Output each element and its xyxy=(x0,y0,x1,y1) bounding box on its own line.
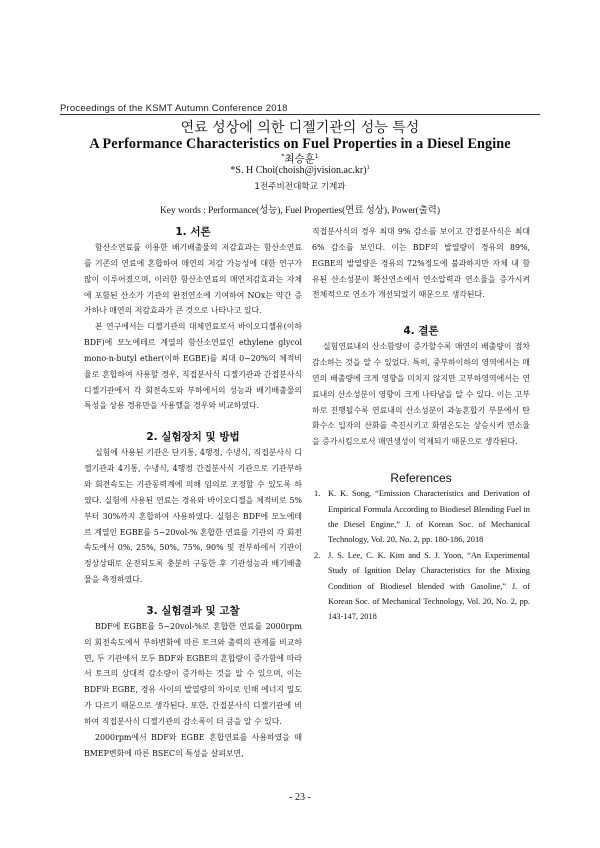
author-english-sup: 1 xyxy=(366,165,370,171)
proceedings-header: Proceedings of the KSMT Autumn Conference 2018 xyxy=(60,103,288,114)
author-korean-marker: * xyxy=(281,153,285,160)
page-number: - 23 - xyxy=(289,792,311,803)
title-english: A Performance Characteristics on Fuel Properties in a Diesel Engine xyxy=(89,136,511,152)
section-heading-intro: 1. 서론 xyxy=(175,226,211,238)
section-heading-conclusion: 4. 결론 xyxy=(403,325,439,338)
author-korean-sup: 1 xyxy=(314,153,319,160)
reference-item xyxy=(312,548,530,625)
header-divider xyxy=(60,114,540,115)
reference-number: 2. xyxy=(314,550,321,560)
results-paragraph-2-continued: 직접분사식의 경우 최대 9% 감소를 보이고 간접분사식은 최대 6% 감소를 보인다. 이는 BDF의 발열량이 경유의 89%, EGBE의 발열량은 경유의 72%정도에 불과하지만 자체 내 함유된 산소성분이 확산연소에서 연소압력과 연소율을 증가시켜 전체적으로 연소가 개선되었기 때문으로 생각된다. xyxy=(312,227,530,300)
author-korean xyxy=(0,151,600,166)
author-english-name: *S. H Choi(choish@jvision.ac.kr) xyxy=(230,165,367,176)
title-korean: 연료 성상에 의한 디젤기관의 성능 특성 xyxy=(180,120,420,136)
results-paragraph-1: BDF에 EGBE를 5~20vol-%로 혼합한 연료를 2000rpm의 회전속도에서 부하변화에 따른 토크와 출력의 관계를 비교하면, 두 기관에서 모두 BDF와 EGBE의 혼합량이 증가함에 따라서 토크의 상대적 감소량이 증가하는 것을 알 수 있으며, 이는 BDF와 EGBE, 경유 사이의 발열량의 차이로 인해 에너지 밀도가 다르기 때문으로 생각된다. 또한, 간접분사식 디젤기관에 비하여 직접분사식 디젤기관의 감소폭이 더 큼을 알 수 있다. xyxy=(84,621,302,726)
references-heading: References xyxy=(390,471,452,486)
intro-paragraph-1: 함산소연료를 이용한 배기배출물의 저감효과는 함산소연료를 기존의 연료에 혼합하여 매연의 저감 가능성에 대한 연구가 많이 이루어졌으며, 이러한 함산소연료의 매연저감효과는 자체에 포함된 산소가 기관의 완전연소에 기여하여 NOx는 약간 증가하나 매연의 저감효과가 큰 것으로 나타나고 있다. xyxy=(84,243,302,316)
author-korean-name: 최승훈 xyxy=(284,153,315,165)
reference-item xyxy=(312,486,530,548)
method-paragraph-1: 실험에 사용된 기관은 단기통, 4행정, 수냉식, 직접분사식 디젤기관과 4기통, 수냉식, 4행정 간접분사식 기관으로 기관부하와 회전속도는 기관동력계에 의해 임의로 조정할 수 있도록 하였다. 실험에 사용된 연료는 경유와 바이오디젤을 체적비로 5%부터 30%까지 혼합하여 사용하였다. 실험은 BDF에 모노에테르 계열인 EGBE를 5~20vol-% 혼합한 연료를 기관의 각 회전속도에서 0%, 25%, 50%, 75%, 90% 및 전부하에서 기관이 정상상태로 운전되도록 충분히 구동한 후 기관성능과 배기배출물을 측정하였다. xyxy=(84,448,302,585)
left-column xyxy=(84,224,302,761)
results-paragraph-2: 2000rpm에서 BDF와 EGBE 혼합연료를 사용하였을 때 BMEP변화에 따른 BSEC의 특성을 살펴보면, xyxy=(84,732,302,758)
affiliation: 1전주비전대학교 기계과 xyxy=(254,182,346,192)
reference-text: J. S. Lee, C. K. Kim and S. J. Yoon, “An Experimental Study of Ignition Delay Characteristics for the Mixing Condition of Biodiesel blended with Gasoline,” J. of Korean Soc. of Mechanical Technology, Vol. 20, No. 2, pp. 143-147, 2018 xyxy=(328,550,530,622)
reference-number: 1. xyxy=(314,489,321,499)
author-english xyxy=(0,165,600,176)
intro-paragraph-2: 본 연구에서는 디젤기관의 대체연료로서 바이오디젤유(이하 BDF)에 모노에테르 계열의 함산소연료인 ethylene glycol mono-n-butyl ether(이하 EGBE)를 최대 0~20%의 체적비율로 혼합하여 사용할 경우, 직접분사식 디젤기관과 간접분사식 디젤기관에서 각 회전속도와 부하에서의 성능과 배기배출물의 특성을 상용 경유만을 사용했을 경우와 비교하였다. xyxy=(84,322,302,411)
reference-text: K. K. Song, “Emission Characteristics and Derivation of Empirical Formula According to Biodiesel Blending Fuel in the Diesel Engine,” J. of Korean Soc. of Mechanical Technology, Vol. 20, No. 2, pp. 180-186, 2018 xyxy=(328,489,530,545)
section-heading-method: 2. 실험장치 및 방법 xyxy=(146,431,240,444)
references-list xyxy=(312,486,530,625)
conclusion-paragraph-1: 실험연료내의 산소함량이 증가할수록 매연의 배출량이 점차 감소하는 것을 알 수 있었다. 특히, 중부하이하의 영역에서는 매연의 배출량에 크게 영향을 미치지 않지만 고부하영역에서는 연료내의 산소성분이 영향이 크게 나타남을 알 수 있다. 이는 고부하로 진행될수록 연료내의 산소성분이 과농혼합기 부분에서 탄화수소 입자의 산화를 촉진시키고 화염온도는 상승시켜 연소율을 증가시킴으로서 매연생성이 억제되기 때문으로 생각된다. xyxy=(312,342,530,447)
section-heading-results: 3. 실험결과 및 고찰 xyxy=(146,604,240,617)
right-column xyxy=(312,224,530,625)
keywords: Key words : Performance(성능), Fuel Properties(연료 성상), Power(출력) xyxy=(160,206,440,216)
